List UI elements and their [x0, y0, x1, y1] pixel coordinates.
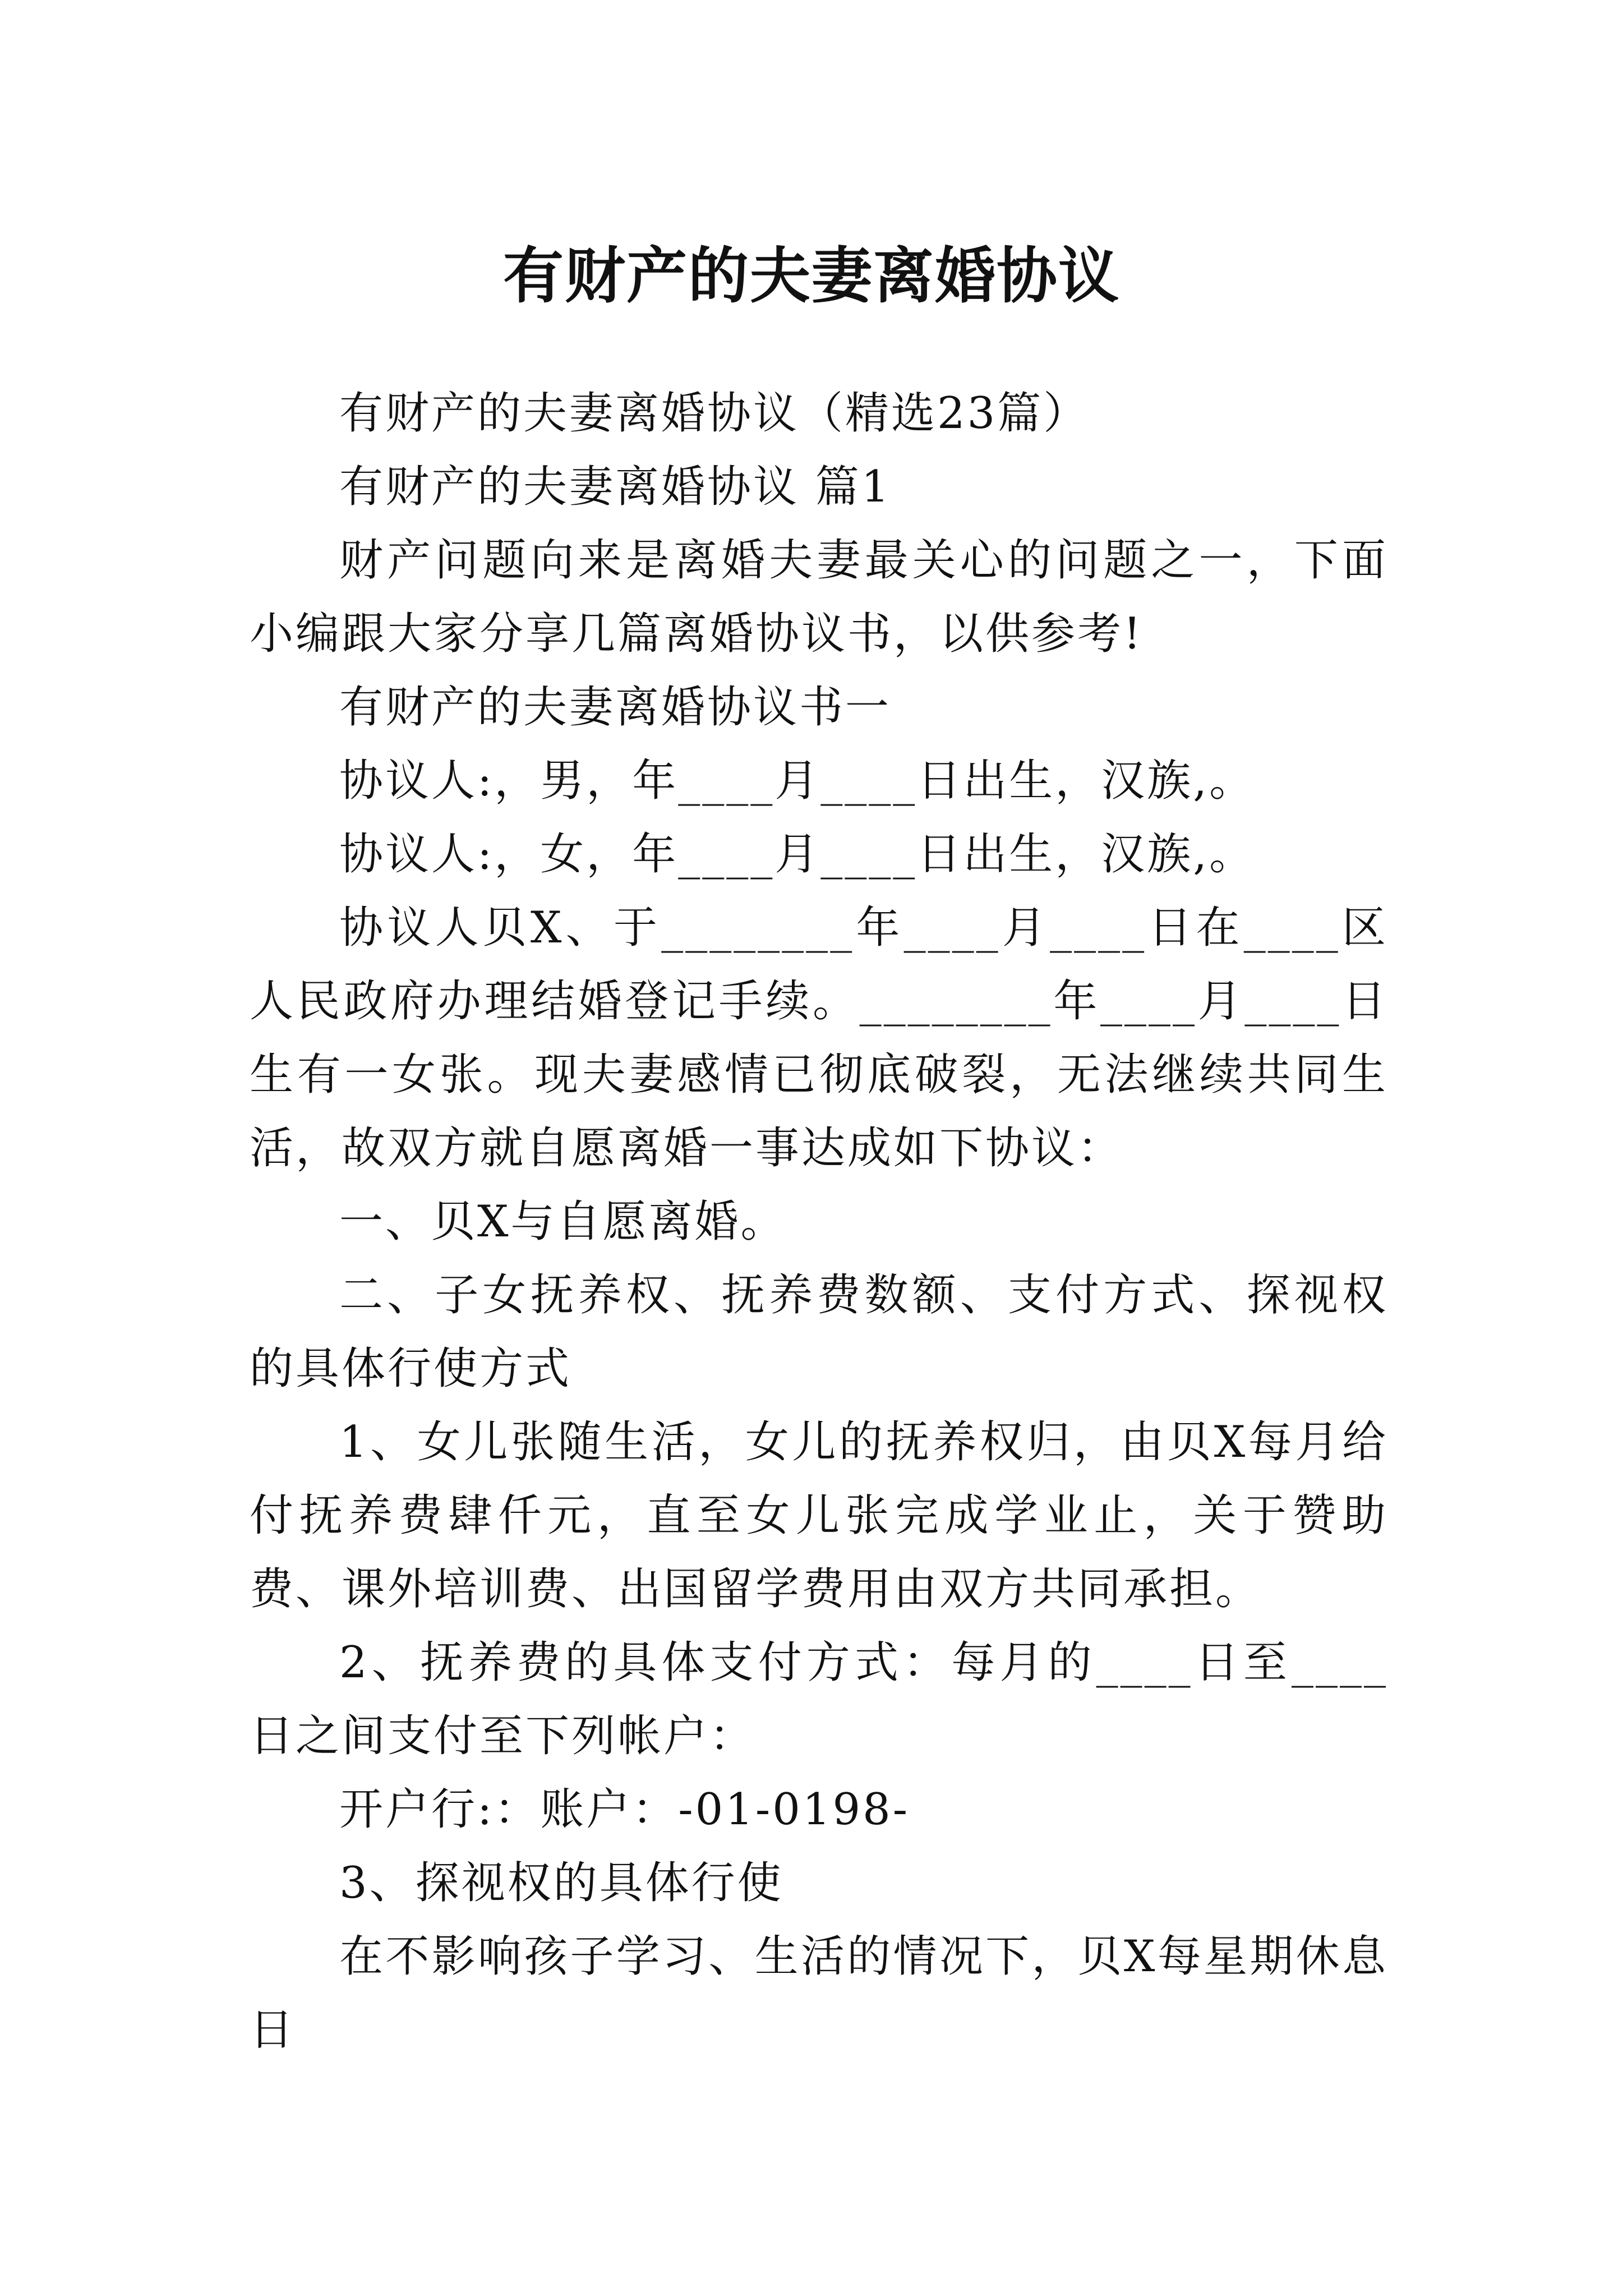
paragraph-clause-1: 一、贝X与自愿离婚。 — [339, 1197, 787, 1247]
paragraph-section-heading: 有财产的夫妻离婚协议 篇1 — [339, 462, 892, 512]
paragraph-marriage-registration: 协议人贝X、于________年____月____日在____区人民政府办理结婚登记手续。________年____月____日生有一女张。现夫妻感情已彻底破裂，无法继续共同生活，故双方就自愿离婚一事达成如下协议： — [250, 903, 1388, 1174]
paragraph-party-female: 协议人:，女，年____月____日出生，汉族,。 — [339, 829, 1256, 880]
paragraph-visitation-heading: 3、探视权的具体行使 — [339, 1858, 783, 1908]
paragraph-clause-2: 二、子女抚养权、抚养费数额、支付方式、探视权的具体行使方式 — [250, 1270, 1388, 1394]
paragraph-agreement-heading: 有财产的夫妻离婚协议书一 — [339, 682, 892, 733]
paragraph-bank-account: 开户行:：账户：-01-0198- — [339, 1784, 910, 1835]
paragraph-visitation: 在不影响孩子学习、生活的情况下，贝X每星期休息日 — [250, 1931, 1388, 2055]
paragraph-subtitle: 有财产的夫妻离婚协议（精选23篇） — [339, 388, 1090, 439]
paragraph-party-male: 协议人:，男，年____月____日出生，汉族,。 — [339, 756, 1256, 806]
paragraph-custody: 1、女儿张随生活，女儿的抚养权归，由贝X每月给付抚养费肆仟元，直至女儿张完成学业止，关于赞助费、课外培训费、出国留学费用由双方共同承担。 — [250, 1417, 1388, 1614]
document-body — [250, 377, 1388, 2067]
paragraph-payment-method: 2、抚养费的具体支付方式：每月的____日至____日之间支付至下列帐户： — [250, 1637, 1388, 1761]
paragraph-intro: 财产问题向来是离婚夫妻最关心的问题之一，下面小编跟大家分享几篇离婚协议书，以供参考! — [250, 535, 1388, 659]
document-title: 有财产的夫妻离婚协议 — [502, 241, 1120, 312]
